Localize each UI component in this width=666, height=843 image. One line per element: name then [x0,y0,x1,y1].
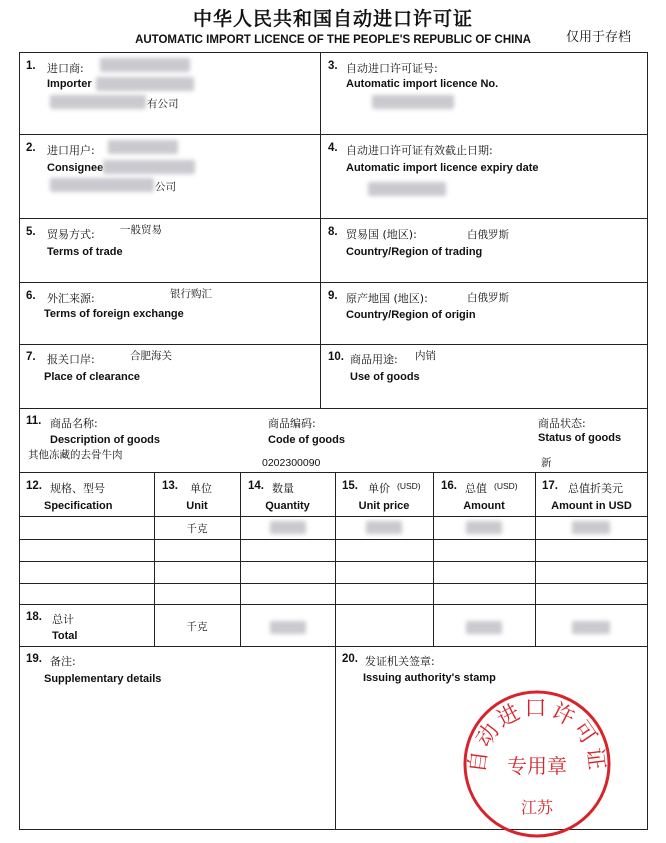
field-number: 5. [26,226,36,238]
field-number: 18. [26,611,42,623]
field-number: 2. [26,142,36,154]
column-label-zh: 规格、型号 [50,482,105,495]
column-number: 14. [248,480,264,492]
divider [19,561,648,562]
field-number: 11. [26,415,42,427]
divider [19,408,648,409]
redacted-value [466,621,502,634]
foreign-exchange-value: 银行购汇 [170,288,212,300]
goods-code-label-en: Code of goods [268,434,345,446]
consignee-label-zh: 进口用户: [47,144,95,157]
stamp-label-en: Issuing authority's stamp [363,672,496,684]
goods-code-value: 0202300090 [262,457,321,469]
use-of-goods-label-zh: 商品用途: [350,353,398,366]
divider [19,516,648,517]
redacted-value [100,58,190,72]
divider [19,539,648,540]
column-label-zh: 总值折美元 [568,482,623,495]
row-unit-value: 千克 [186,523,208,535]
divider [19,472,648,473]
column-label-en: Specification [44,500,113,512]
place-of-clearance-value: 合肥海关 [130,350,172,362]
use-of-goods-value: 内销 [415,350,436,362]
total-label-zh: 总计 [52,613,74,626]
goods-status-label-zh: 商品状态: [538,417,586,430]
redacted-value [372,95,454,109]
expiry-label-zh: 自动进口许可证有效截止日期: [346,144,493,157]
field-number: 19. [26,653,42,665]
country-of-trading-label-en: Country/Region of trading [346,246,483,258]
column-number: 16. [441,480,457,492]
divider [19,604,648,605]
divider [19,218,648,219]
stamp-bottom-text: 江苏 [520,798,554,817]
place-of-clearance-label-zh: 报关口岸: [47,353,95,366]
redacted-value [366,521,402,534]
redacted-value [270,621,306,634]
country-of-origin-label-zh: 原产地国 (地区): [346,292,428,305]
country-of-origin-value: 白俄罗斯 [467,292,509,304]
field-number: 4. [328,142,338,154]
goods-description-label-zh: 商品名称: [50,417,98,430]
column-label-zh: 总值 [465,482,487,495]
divider [433,472,434,646]
stamp-arc-text: 自动进口许可证 [464,696,610,775]
supplementary-label-zh: 备注: [50,655,76,668]
goods-status-label-en: Status of goods [538,432,622,444]
field-number: 3. [328,60,338,72]
divider [535,472,536,646]
stamp-label-zh: 发证机关签章: [365,655,435,668]
redacted-value [572,621,610,634]
goods-description-label-en: Description of goods [50,434,160,446]
divider [240,472,241,646]
column-label-en: Quantity [265,500,310,512]
column-label-zh: 单位 [190,482,212,495]
field-number: 9. [328,290,338,302]
goods-code-label-zh: 商品编码: [268,417,316,430]
redacted-value [368,182,446,196]
goods-description-value: 其他冻藏的去骨牛肉 [28,449,123,461]
divider [19,134,648,135]
foreign-exchange-label-zh: 外汇来源: [47,292,95,305]
column-unit: (USD) [397,481,421,491]
total-label-en: Total [52,630,78,642]
column-number: 12. [26,480,42,492]
consignee-label-en: Consignee [47,162,104,174]
country-of-trading-value: 白俄罗斯 [467,229,509,241]
redacted-value [572,521,610,534]
foreign-exchange-label-en: Terms of foreign exchange [44,308,184,320]
country-of-trading-label-zh: 贸易国 (地区): [346,228,417,241]
divider [335,472,336,646]
column-number: 17. [542,480,558,492]
field-number: 10. [328,351,344,363]
field-number: 1. [26,60,36,72]
importer-label-en: Importer [47,78,92,90]
terms-of-trade-label-zh: 贸易方式: [47,228,95,241]
use-of-goods-label-en: Use of goods [350,371,420,383]
divider [320,52,321,408]
document-subtitle: AUTOMATIC IMPORT LICENCE OF THE PEOPLE'S REPUBLIC OF CHINA [135,34,531,46]
redacted-value [270,521,306,534]
stamp-center-text: 专用章 [507,754,567,778]
column-label-en: Amount [463,500,505,512]
divider [19,344,648,345]
redacted-value [50,178,154,192]
column-label-zh: 单价 [368,482,390,495]
official-stamp [458,685,616,843]
document-title: 中华人民共和国自动进口许可证 [192,8,473,30]
importer-label-zh: 进口商: [47,62,84,75]
column-label-en: Amount in USD [551,500,632,512]
divider [19,646,648,647]
goods-status-value: 新 [541,457,552,469]
country-of-origin-label-en: Country/Region of origin [346,309,476,321]
archive-note: 仅用于存档 [566,30,632,45]
field-number: 7. [26,351,36,363]
field-number: 6. [26,290,36,302]
importer-value-suffix: 有公司 [147,98,179,110]
column-label-zh: 数量 [272,482,294,495]
column-number: 13. [162,480,178,492]
redacted-value [108,140,178,154]
terms-of-trade-value: 一般贸易 [120,224,162,236]
divider [19,583,648,584]
redacted-value [103,160,195,174]
field-number: 8. [328,226,338,238]
licence-number-label-en: Automatic import licence No. [346,78,499,90]
field-number: 20. [342,653,358,665]
column-number: 15. [342,480,358,492]
supplementary-label-en: Supplementary details [44,673,162,685]
place-of-clearance-label-en: Place of clearance [44,371,141,383]
column-label-en: Unit price [358,500,410,512]
terms-of-trade-label-en: Terms of trade [47,246,123,258]
redacted-value [466,521,502,534]
column-label-en: Unit [186,500,208,512]
total-unit-value: 千克 [186,621,208,633]
expiry-label-en: Automatic import licence expiry date [346,162,539,174]
licence-number-label-zh: 自动进口许可证号: [346,62,438,75]
redacted-value [50,95,146,109]
consignee-value-suffix: 公司 [155,181,176,193]
divider [335,646,336,830]
redacted-value [96,77,194,91]
divider [19,282,648,283]
column-unit: (USD) [494,481,518,491]
